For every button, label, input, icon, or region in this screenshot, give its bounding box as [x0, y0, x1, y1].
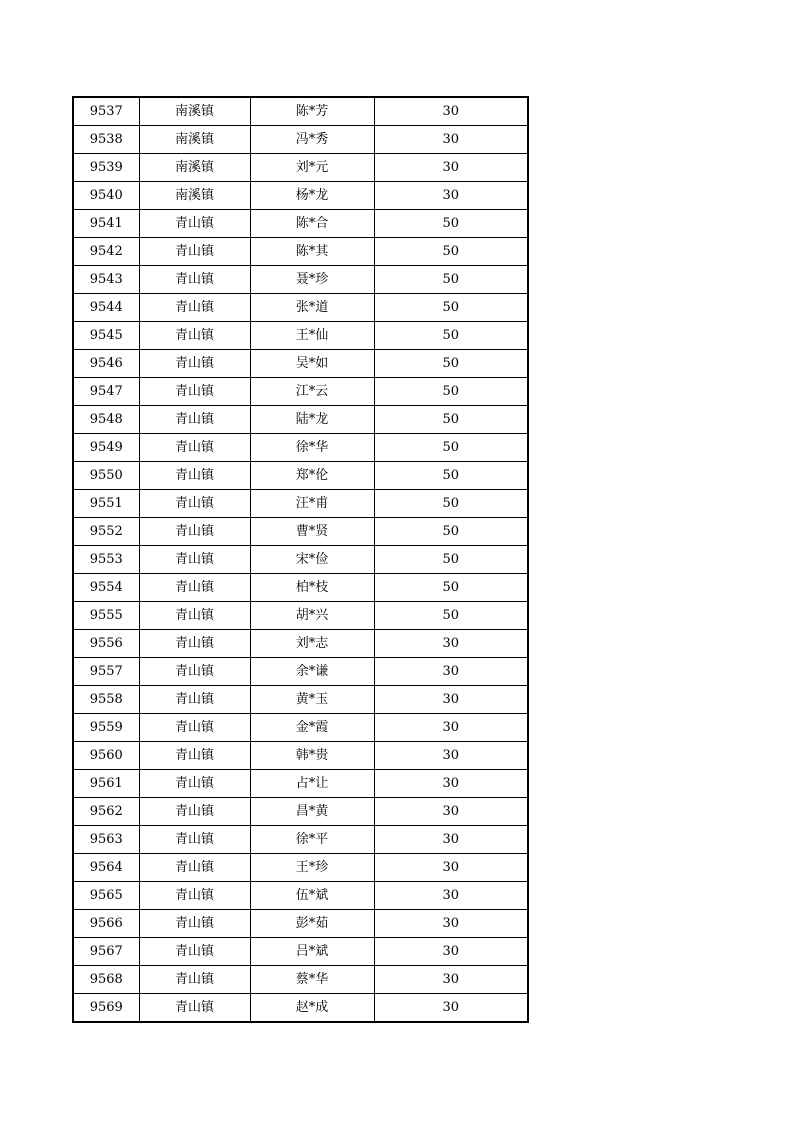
cell-name: 金*霞	[250, 714, 374, 742]
cell-number: 9555	[73, 602, 139, 630]
cell-amount: 30	[374, 714, 528, 742]
cell-town: 青山镇	[139, 434, 250, 462]
cell-town: 青山镇	[139, 294, 250, 322]
cell-name: 江*云	[250, 378, 374, 406]
cell-number: 9561	[73, 770, 139, 798]
cell-amount: 30	[374, 798, 528, 826]
cell-number: 9544	[73, 294, 139, 322]
cell-amount: 50	[374, 294, 528, 322]
cell-town: 青山镇	[139, 658, 250, 686]
table-row	[73, 658, 528, 686]
cell-amount: 30	[374, 742, 528, 770]
cell-amount: 50	[374, 574, 528, 602]
cell-name: 陈*合	[250, 210, 374, 238]
cell-number: 9552	[73, 518, 139, 546]
cell-amount: 30	[374, 658, 528, 686]
cell-amount: 30	[374, 182, 528, 210]
table-row	[73, 97, 528, 126]
cell-name: 余*谦	[250, 658, 374, 686]
cell-town: 青山镇	[139, 322, 250, 350]
cell-town: 青山镇	[139, 630, 250, 658]
cell-number: 9541	[73, 210, 139, 238]
table-row	[73, 882, 528, 910]
cell-amount: 30	[374, 854, 528, 882]
cell-amount: 30	[374, 966, 528, 994]
cell-amount: 30	[374, 994, 528, 1023]
cell-number: 9566	[73, 910, 139, 938]
cell-town: 青山镇	[139, 770, 250, 798]
cell-number: 9558	[73, 686, 139, 714]
cell-number: 9543	[73, 266, 139, 294]
table-row	[73, 182, 528, 210]
cell-amount: 50	[374, 266, 528, 294]
table-row	[73, 574, 528, 602]
cell-amount: 30	[374, 630, 528, 658]
cell-name: 徐*华	[250, 434, 374, 462]
table-row	[73, 518, 528, 546]
table-row	[73, 462, 528, 490]
cell-name: 赵*成	[250, 994, 374, 1023]
cell-name: 黄*玉	[250, 686, 374, 714]
table-row	[73, 854, 528, 882]
cell-number: 9539	[73, 154, 139, 182]
table-row	[73, 602, 528, 630]
cell-name: 昌*黄	[250, 798, 374, 826]
table-row	[73, 490, 528, 518]
cell-town: 青山镇	[139, 966, 250, 994]
cell-amount: 30	[374, 686, 528, 714]
table-row	[73, 238, 528, 266]
cell-amount: 50	[374, 462, 528, 490]
cell-amount: 50	[374, 210, 528, 238]
cell-number: 9542	[73, 238, 139, 266]
cell-number: 9540	[73, 182, 139, 210]
table-row	[73, 154, 528, 182]
cell-town: 青山镇	[139, 406, 250, 434]
cell-name: 曹*贤	[250, 518, 374, 546]
cell-amount: 50	[374, 518, 528, 546]
cell-amount: 30	[374, 770, 528, 798]
cell-number: 9546	[73, 350, 139, 378]
cell-town: 青山镇	[139, 238, 250, 266]
cell-amount: 30	[374, 938, 528, 966]
cell-town: 青山镇	[139, 994, 250, 1023]
cell-town: 南溪镇	[139, 182, 250, 210]
cell-name: 聂*珍	[250, 266, 374, 294]
table-row	[73, 266, 528, 294]
table-row	[73, 770, 528, 798]
table-row	[73, 966, 528, 994]
cell-town: 青山镇	[139, 938, 250, 966]
cell-town: 青山镇	[139, 266, 250, 294]
table-row	[73, 910, 528, 938]
table-row	[73, 546, 528, 574]
cell-name: 王*仙	[250, 322, 374, 350]
cell-number: 9563	[73, 826, 139, 854]
cell-name: 陈*其	[250, 238, 374, 266]
cell-number: 9550	[73, 462, 139, 490]
cell-name: 柏*枝	[250, 574, 374, 602]
cell-name: 彭*茹	[250, 910, 374, 938]
cell-number: 9569	[73, 994, 139, 1023]
cell-number: 9562	[73, 798, 139, 826]
cell-town: 南溪镇	[139, 154, 250, 182]
table-row	[73, 742, 528, 770]
table-row	[73, 210, 528, 238]
cell-number: 9538	[73, 126, 139, 154]
cell-number: 9568	[73, 966, 139, 994]
cell-number: 9547	[73, 378, 139, 406]
cell-amount: 50	[374, 490, 528, 518]
cell-amount: 30	[374, 882, 528, 910]
cell-amount: 30	[374, 826, 528, 854]
table-row	[73, 714, 528, 742]
cell-town: 青山镇	[139, 546, 250, 574]
cell-town: 青山镇	[139, 602, 250, 630]
table-row	[73, 826, 528, 854]
cell-name: 刘*志	[250, 630, 374, 658]
table-row	[73, 406, 528, 434]
cell-town: 青山镇	[139, 742, 250, 770]
table-body	[73, 97, 528, 1022]
cell-name: 陆*龙	[250, 406, 374, 434]
table-row	[73, 378, 528, 406]
cell-number: 9551	[73, 490, 139, 518]
cell-amount: 50	[374, 406, 528, 434]
cell-number: 9545	[73, 322, 139, 350]
cell-amount: 30	[374, 910, 528, 938]
cell-town: 青山镇	[139, 854, 250, 882]
cell-town: 青山镇	[139, 910, 250, 938]
table-row	[73, 126, 528, 154]
cell-number: 9548	[73, 406, 139, 434]
cell-number: 9557	[73, 658, 139, 686]
cell-town: 南溪镇	[139, 126, 250, 154]
cell-name: 吴*如	[250, 350, 374, 378]
cell-name: 杨*龙	[250, 182, 374, 210]
cell-number: 9559	[73, 714, 139, 742]
cell-town: 青山镇	[139, 826, 250, 854]
cell-name: 宋*俭	[250, 546, 374, 574]
cell-name: 陈*芳	[250, 97, 374, 126]
table-row	[73, 938, 528, 966]
cell-number: 9554	[73, 574, 139, 602]
cell-name: 占*让	[250, 770, 374, 798]
cell-amount: 30	[374, 126, 528, 154]
cell-amount: 50	[374, 238, 528, 266]
cell-amount: 50	[374, 350, 528, 378]
cell-name: 徐*平	[250, 826, 374, 854]
cell-number: 9553	[73, 546, 139, 574]
table-row	[73, 350, 528, 378]
table-row	[73, 630, 528, 658]
cell-amount: 30	[374, 97, 528, 126]
cell-name: 王*珍	[250, 854, 374, 882]
cell-amount: 50	[374, 546, 528, 574]
cell-town: 青山镇	[139, 210, 250, 238]
cell-town: 青山镇	[139, 518, 250, 546]
cell-town: 南溪镇	[139, 97, 250, 126]
table-row	[73, 994, 528, 1023]
cell-amount: 50	[374, 602, 528, 630]
cell-name: 蔡*华	[250, 966, 374, 994]
cell-name: 伍*斌	[250, 882, 374, 910]
cell-name: 汪*甫	[250, 490, 374, 518]
cell-town: 青山镇	[139, 490, 250, 518]
cell-town: 青山镇	[139, 574, 250, 602]
cell-amount: 50	[374, 378, 528, 406]
cell-number: 9564	[73, 854, 139, 882]
cell-number: 9567	[73, 938, 139, 966]
cell-town: 青山镇	[139, 798, 250, 826]
table-row	[73, 294, 528, 322]
cell-name: 张*道	[250, 294, 374, 322]
cell-number: 9549	[73, 434, 139, 462]
cell-name: 韩*贵	[250, 742, 374, 770]
cell-number: 9565	[73, 882, 139, 910]
cell-number: 9556	[73, 630, 139, 658]
table-row	[73, 798, 528, 826]
cell-name: 刘*元	[250, 154, 374, 182]
cell-amount: 50	[374, 434, 528, 462]
cell-name: 胡*兴	[250, 602, 374, 630]
cell-town: 青山镇	[139, 686, 250, 714]
data-table	[72, 96, 529, 1023]
table-row	[73, 434, 528, 462]
cell-amount: 30	[374, 154, 528, 182]
cell-name: 郑*伦	[250, 462, 374, 490]
cell-town: 青山镇	[139, 882, 250, 910]
cell-town: 青山镇	[139, 350, 250, 378]
cell-town: 青山镇	[139, 714, 250, 742]
cell-name: 冯*秀	[250, 126, 374, 154]
cell-amount: 50	[374, 322, 528, 350]
cell-name: 吕*斌	[250, 938, 374, 966]
cell-town: 青山镇	[139, 462, 250, 490]
cell-number: 9537	[73, 97, 139, 126]
table-row	[73, 322, 528, 350]
cell-number: 9560	[73, 742, 139, 770]
cell-town: 青山镇	[139, 378, 250, 406]
table-row	[73, 686, 528, 714]
